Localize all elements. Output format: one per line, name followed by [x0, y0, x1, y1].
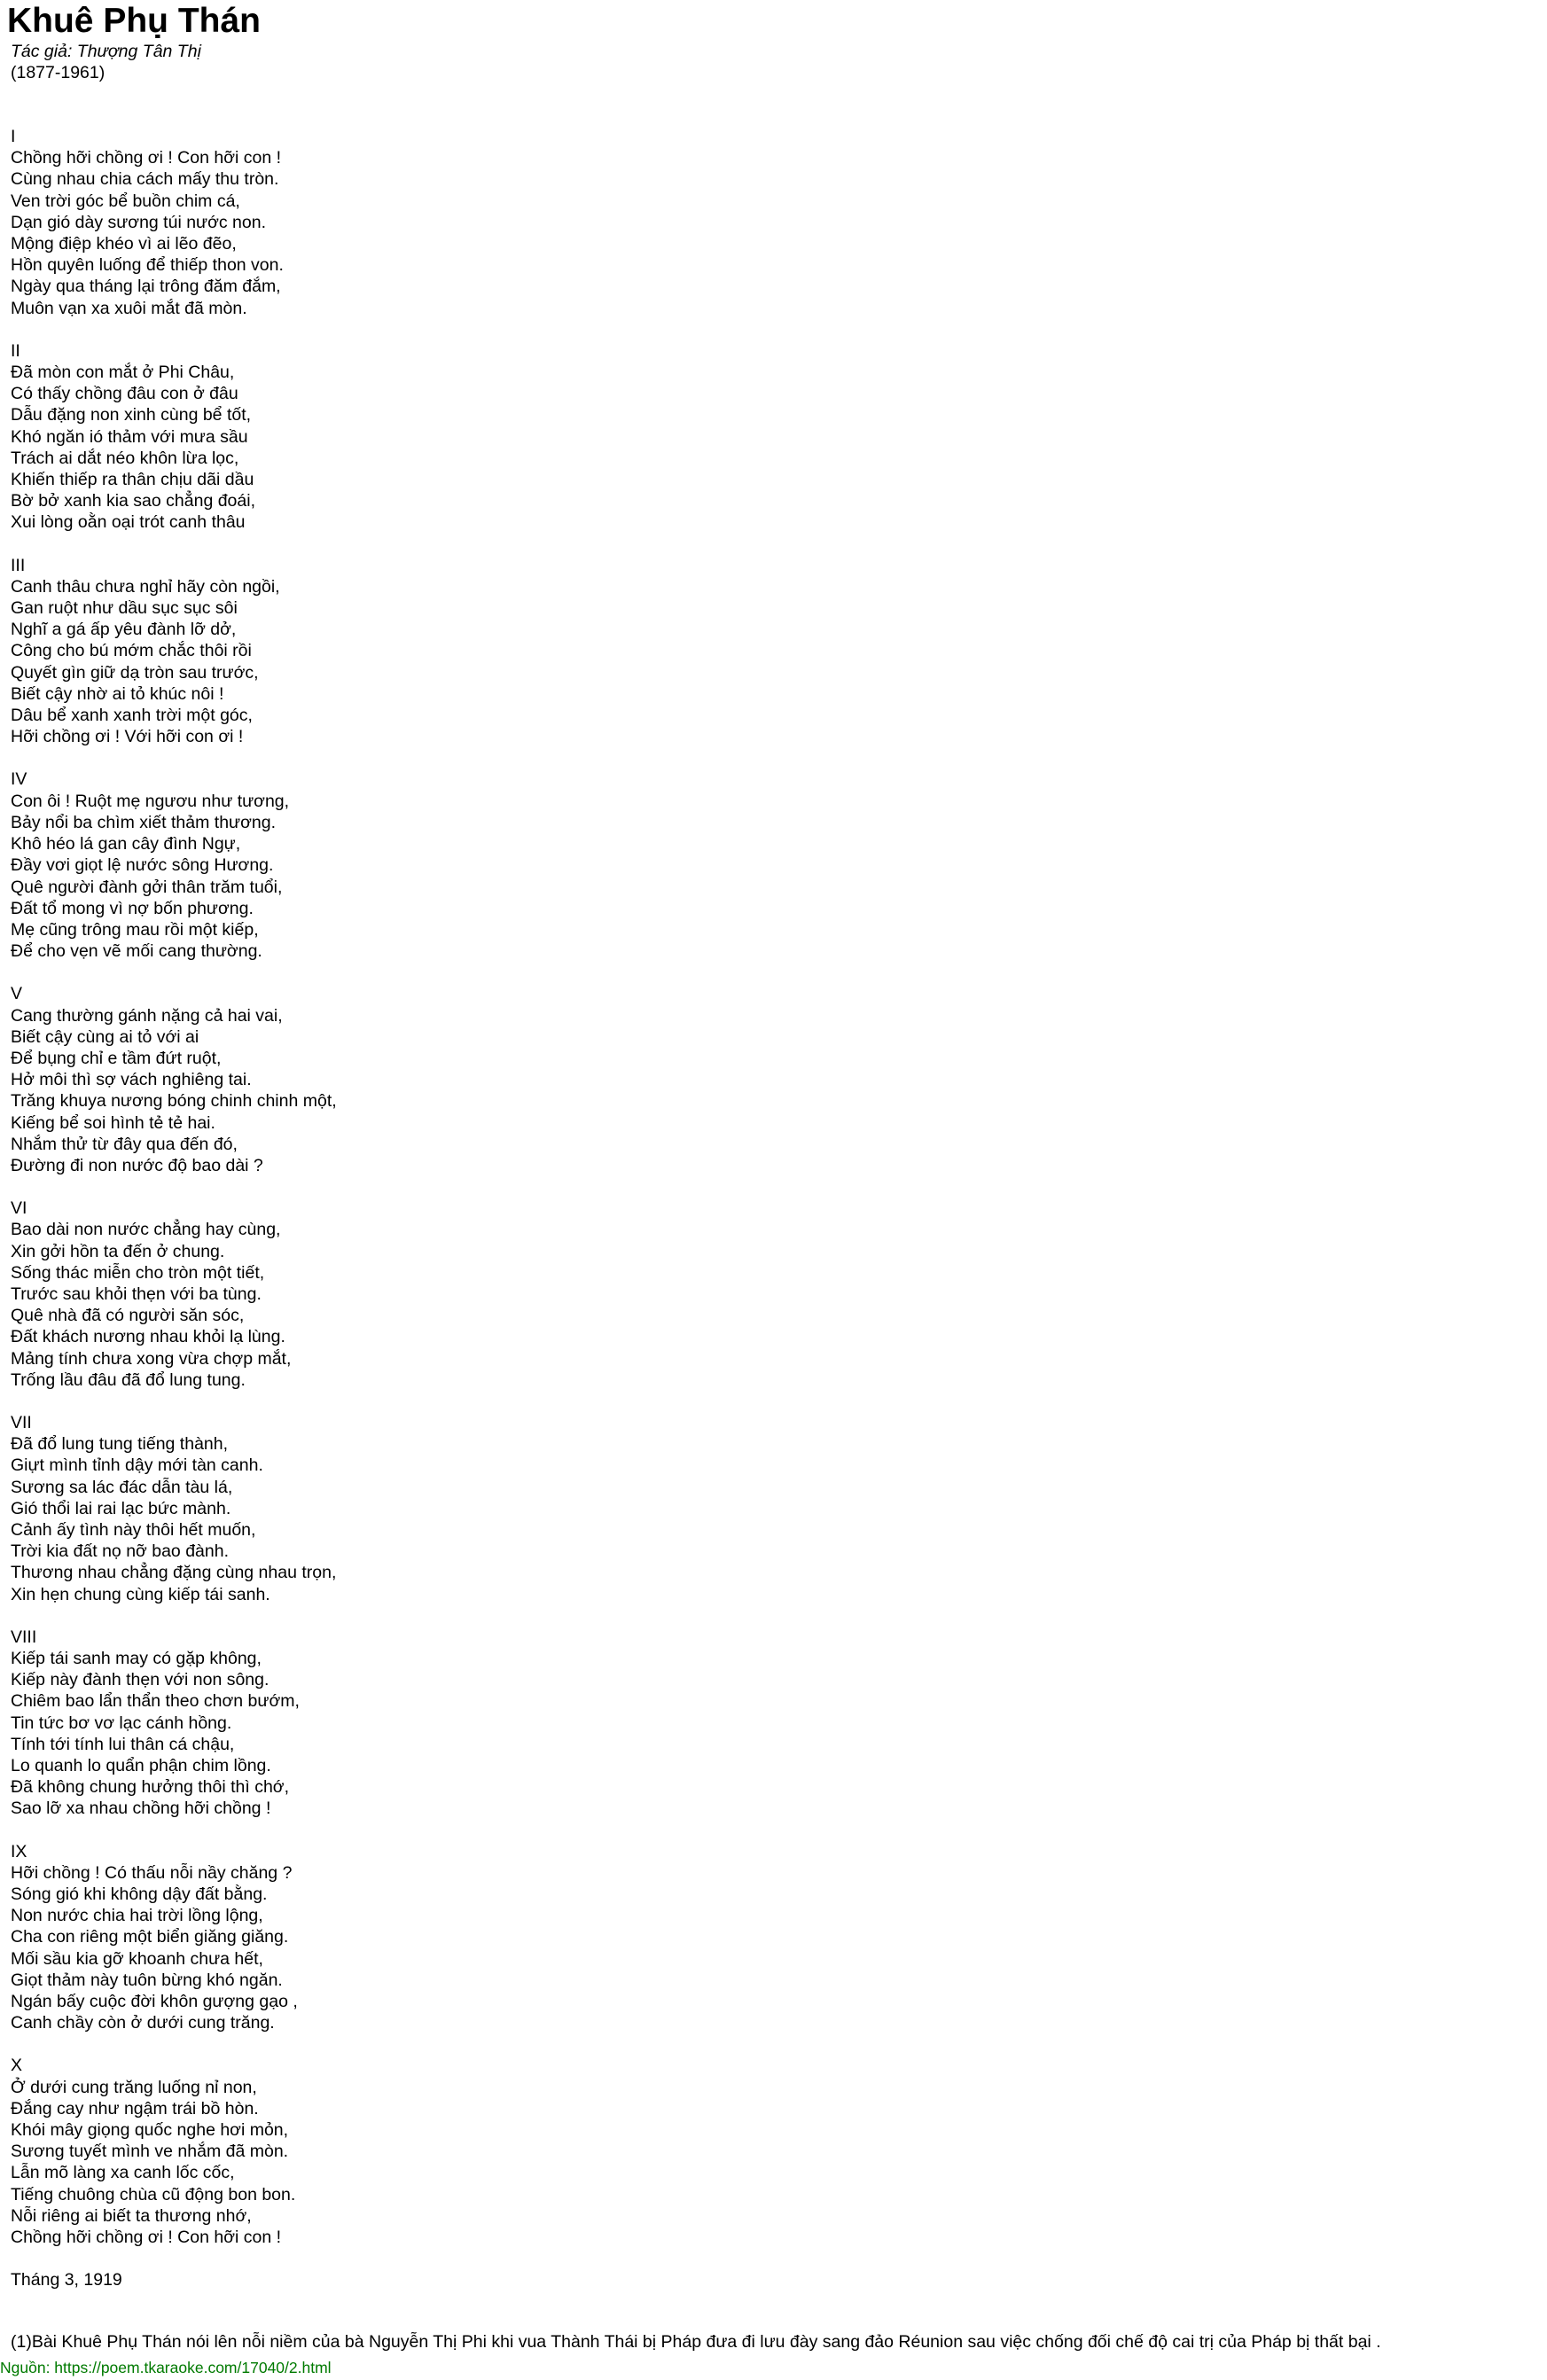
poem-line: Công cho bú mớm chắc thôi rồi	[11, 641, 252, 661]
poem-line: Ngày qua tháng lại trông đăm đắm,	[11, 277, 281, 297]
poem-line: Bao dài non nước chẳng hay cùng,	[11, 1220, 281, 1240]
poem-line: Canh thâu chưa nghỉ hãy còn ngồi,	[11, 576, 280, 597]
poem-line: Kiếng bể soi hình tẻ tẻ hai.	[11, 1112, 215, 1133]
poem-line: Mối sầu kia gỡ khoanh chưa hết,	[11, 1948, 263, 1969]
poem-line: Trách ai dắt néo khôn lừa lọc,	[11, 448, 239, 468]
poem-date: Tháng 3, 1919	[11, 2270, 122, 2290]
stanza	[11, 1627, 1540, 1820]
poem-line: Khó ngăn ió thảm với mưa sầu	[11, 426, 248, 447]
poem-line: Muôn vạn xa xuôi mắt đã mòn.	[11, 298, 247, 318]
poem-line: Non nước chia hai trời lồng lộng,	[11, 1906, 263, 1926]
stanza	[11, 2055, 1540, 2248]
poem-line: Thương nhau chẳng đặng cùng nhau trọn,	[11, 1563, 337, 1583]
poem-line: Sương sa lác đác dẫn tàu lá,	[11, 1477, 233, 1497]
poem-line: Giọt thảm này tuôn bừng khó ngăn.	[11, 1970, 283, 1990]
poem-author: Tác giả: Thượng Tân Thị	[11, 42, 201, 61]
stanza-numeral: III	[11, 555, 26, 575]
poem-line: Tin tức bơ vơ lạc cánh hồng.	[11, 1713, 232, 1733]
poem-line: Hồn quyên luống để thiếp thon von.	[11, 255, 284, 276]
footnote: (1)Bài Khuê Phụ Thán nói lên nỗi niềm của bà Nguyễn Thị Phi khi vua Thành Thái bị Pháp đưa đi lưu đày sang đảo Réunion sau việc chống đối chế độ cai trị của Pháp bị thất bại .	[11, 2332, 1381, 2353]
poem-line: Chồng hỡi chồng ơi ! Con hỡi con !	[11, 2228, 282, 2248]
stanza-numeral: II	[11, 340, 20, 361]
poem-line: Biết cậy cùng ai tỏ với ai	[11, 1026, 199, 1047]
stanza-numeral: V	[11, 984, 23, 1004]
poem-line: Lo quanh lo quẩn phận chim lồng.	[11, 1756, 271, 1776]
poem-line: Có thấy chồng đâu con ở đâu	[11, 384, 238, 404]
poem-line: Dẫu đặng non xinh cùng bể tốt,	[11, 405, 252, 425]
poem-line: Ngán bấy cuộc đời khôn gượng gạo ,	[11, 1992, 298, 2012]
poem-line: Xin gởi hồn ta đến ở chung.	[11, 1241, 225, 1261]
poem-line: Để bụng chỉ e tầm đứt ruột,	[11, 1048, 222, 1068]
stanza-numeral: I	[11, 127, 16, 146]
poem-line: Xui lòng oằn oại trót canh thâu	[11, 512, 246, 533]
poem-line: Đường đi non nước độ bao dài ?	[11, 1155, 263, 1175]
poem-line: Con ôi ! Ruột mẹ ngươu như tương,	[11, 791, 290, 811]
poem-line: Nỗi riêng ai biết ta thương nhớ,	[11, 2205, 252, 2226]
poem-line: Khiến thiếp ra thân chịu dãi dầu	[11, 470, 254, 490]
poem-line: Gan ruột như dầu sục sục sôi	[11, 598, 238, 619]
poem-line: Quyết gìn giữ dạ tròn sau trước,	[11, 662, 259, 683]
poem-line: Ở dưới cung trăng luống nỉ non,	[11, 2077, 257, 2097]
poem-line: Trăng khuya nương bóng chinh chinh một,	[11, 1091, 337, 1112]
stanza-numeral: VII	[11, 1412, 32, 1432]
poem-line: Sống thác miễn cho tròn một tiết,	[11, 1262, 265, 1283]
poem-line: Khói mây giọng quốc nghe hơi mỏn,	[11, 2120, 289, 2141]
stanza-numeral: X	[11, 2056, 23, 2076]
poem-line: Sương tuyết mình ve nhắm đã mòn.	[11, 2142, 289, 2162]
poem-line: Giựt mình tỉnh dậy mới tàn canh.	[11, 1455, 263, 1476]
poem-line: Chồng hỡi chồng ơi ! Con hỡi con !	[11, 148, 282, 168]
poem-line: Đầy vơi giọt lệ nước sông Hương.	[11, 855, 274, 876]
poem-line: Tính tới tính lui thân cá chậu,	[11, 1734, 235, 1754]
poem-line: Nhắm thử từ đây qua đến đó,	[11, 1134, 238, 1154]
poem-line: Sóng gió khi không dậy đất bằng.	[11, 1884, 268, 1905]
poem-line: Để cho vẹn vẽ mối cang thường.	[11, 941, 262, 962]
poem-line: Kiếp tái sanh may có gặp không,	[11, 1649, 262, 1668]
poem-line: Đã mòn con mắt ở Phi Châu,	[11, 363, 235, 383]
poem-line: Gió thổi lai rai lạc bức mành.	[11, 1498, 231, 1518]
poem-line: Lẫn mõ làng xa canh lốc cốc,	[11, 2163, 235, 2183]
author-years: (1877-1961)	[11, 63, 105, 82]
poem-line: Khô héo lá gan cây đình Ngự,	[11, 834, 241, 854]
poem-line: Quê người đành gởi thân trăm tuổi,	[11, 877, 283, 897]
poem-line: Tiếng chuông chùa cũ động bon bon.	[11, 2184, 296, 2204]
poem-line: Canh chầy còn ở dưới cung trăng.	[11, 2013, 275, 2033]
stanza	[11, 1412, 1540, 1605]
poem-line: Xin hẹn chung cùng kiếp tái sanh.	[11, 1584, 270, 1604]
document-page	[7, 0, 1540, 2353]
poem-line: Hỡi chồng ! Có thấu nỗi nầy chăng ?	[11, 1862, 293, 1883]
poem-line: Bảy nổi ba chìm xiết thảm thương.	[11, 812, 276, 832]
poem-line: Trời kia đất nọ nỡ bao đành.	[11, 1541, 229, 1562]
poem-line: Hỡi chồng ơi ! Với hỡi con ơi !	[11, 727, 244, 747]
stanza	[11, 555, 1540, 748]
poem-line: Hở môi thì sợ vách nghiêng tai.	[11, 1070, 252, 1090]
poem-line: Cang thường gánh nặng cả hai vai,	[11, 1005, 283, 1026]
poem-line: Mảng tính chưa xong vừa chợp mắt,	[11, 1348, 292, 1369]
poem-line: Nghĩ a gá ấp yêu đành lỡ dở,	[11, 620, 237, 640]
stanza-numeral: IV	[11, 769, 27, 790]
source-link[interactable]: https://poem.tkaraoke.com/17040/2.html	[54, 2359, 332, 2376]
poem-line: Dạn gió dày sương túi nước non.	[11, 212, 267, 232]
poem-line: Kiếp này đành thẹn với non sông.	[11, 1670, 270, 1690]
poem-body	[11, 126, 1540, 2248]
stanza	[11, 769, 1540, 962]
poem-title: Khuê Phụ Thán	[7, 2, 261, 40]
poem-line: Đã không chung hưởng thôi thì chớ,	[11, 1777, 289, 1798]
stanza	[11, 340, 1540, 534]
poem-line: Mẹ cũng trông mau rồi một kiếp,	[11, 919, 259, 940]
poem-line: Trước sau khỏi thẹn với ba tùng.	[11, 1284, 262, 1304]
poem-line: Đất tổ mong vì nợ bốn phương.	[11, 898, 254, 918]
poem-line: Dâu bể xanh xanh trời một góc,	[11, 706, 253, 726]
poem-line: Mộng điệp khéo vì ai lẽo đẽo,	[11, 234, 237, 254]
stanza-numeral: IX	[11, 1841, 27, 1861]
poem-line: Quê nhà đã có người săn sóc,	[11, 1306, 245, 1326]
stanza-numeral: VI	[11, 1198, 27, 1219]
stanza	[11, 126, 1540, 319]
stanza	[11, 1198, 1540, 1391]
poem-line: Bờ bở xanh kia sao chẳng đoái,	[11, 491, 255, 511]
poem-line: Ven trời góc bể buồn chim cá,	[11, 191, 240, 211]
stanza	[11, 983, 1540, 1176]
poem-line: Trống lầu đâu đã đổ lung tung.	[11, 1369, 246, 1390]
source-line	[0, 2358, 332, 2377]
poem-line: Đất khách nương nhau khỏi lạ lùng.	[11, 1327, 285, 1347]
poem-line: Đã đổ lung tung tiếng thành,	[11, 1434, 229, 1455]
poem-line: Biết cậy nhờ ai tỏ khúc nôi !	[11, 683, 224, 704]
poem-line: Chiêm bao lẩn thẩn theo chơn bướm,	[11, 1691, 300, 1712]
poem-line: Sao lỡ xa nhau chồng hỡi chồng !	[11, 1799, 271, 1819]
source-label: Nguồn:	[0, 2359, 55, 2376]
stanza	[11, 1841, 1540, 2034]
poem-line: Cùng nhau chia cách mấy thu tròn.	[11, 169, 279, 190]
stanza-numeral: VIII	[11, 1627, 37, 1647]
poem-line: Cha con riêng một biển giăng giăng.	[11, 1927, 289, 1947]
poem-line: Đắng cay như ngậm trái bồ hòn.	[11, 2098, 259, 2119]
poem-line: Cảnh ấy tình này thôi hết muốn,	[11, 1519, 256, 1540]
